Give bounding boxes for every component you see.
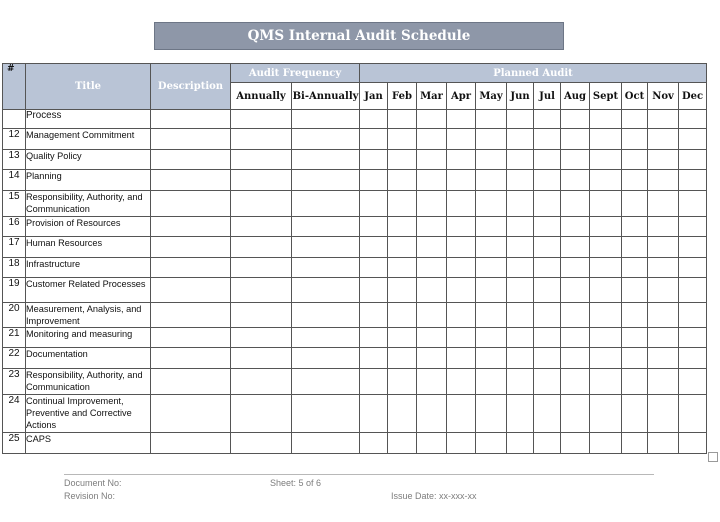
month-cell[interactable] bbox=[476, 191, 507, 217]
month-cell[interactable] bbox=[476, 348, 507, 369]
row-annually-cell[interactable] bbox=[231, 257, 292, 277]
table-row bbox=[3, 191, 707, 217]
month-cell[interactable] bbox=[476, 257, 507, 277]
month-cell[interactable] bbox=[447, 302, 476, 328]
month-cell[interactable] bbox=[534, 348, 561, 369]
month-header: Feb bbox=[388, 83, 417, 110]
month-cell[interactable] bbox=[622, 150, 648, 170]
month-cell[interactable] bbox=[507, 369, 534, 395]
month-cell[interactable] bbox=[360, 394, 388, 432]
month-cell[interactable] bbox=[648, 348, 679, 369]
row-number: 12 bbox=[3, 129, 26, 150]
month-cell[interactable] bbox=[476, 432, 507, 453]
row-bi-annually-cell[interactable] bbox=[292, 129, 360, 150]
month-cell[interactable] bbox=[447, 150, 476, 170]
month-cell[interactable] bbox=[534, 394, 561, 432]
month-header: Apr bbox=[447, 83, 476, 110]
row-annually-cell[interactable] bbox=[231, 277, 292, 302]
month-cell[interactable] bbox=[447, 257, 476, 277]
audit-schedule-table bbox=[2, 63, 707, 454]
month-cell[interactable] bbox=[388, 328, 417, 348]
month-cell[interactable] bbox=[360, 129, 388, 150]
row-bi-annually-cell[interactable] bbox=[292, 277, 360, 302]
month-cell[interactable] bbox=[417, 348, 447, 369]
month-cell[interactable] bbox=[622, 277, 648, 302]
month-cell[interactable] bbox=[507, 328, 534, 348]
month-cell[interactable] bbox=[561, 170, 590, 191]
month-cell[interactable] bbox=[534, 191, 561, 217]
month-cell[interactable] bbox=[360, 257, 388, 277]
month-cell[interactable] bbox=[648, 328, 679, 348]
month-cell[interactable] bbox=[534, 216, 561, 236]
row-bi-annually-cell[interactable] bbox=[292, 170, 360, 191]
resize-handle[interactable] bbox=[708, 452, 718, 462]
month-cell[interactable] bbox=[622, 129, 648, 150]
month-cell[interactable] bbox=[679, 170, 707, 191]
row-bi-annually-cell[interactable] bbox=[292, 150, 360, 170]
process-bi-annually-cell bbox=[292, 110, 360, 129]
month-cell[interactable] bbox=[561, 432, 590, 453]
month-cell[interactable] bbox=[679, 328, 707, 348]
month-cell[interactable] bbox=[622, 328, 648, 348]
row-title: Human Resources bbox=[26, 236, 151, 257]
row-number: 19 bbox=[3, 277, 26, 302]
month-header: May bbox=[476, 83, 507, 110]
month-cell[interactable] bbox=[561, 257, 590, 277]
month-cell[interactable] bbox=[447, 369, 476, 395]
row-description-cell[interactable] bbox=[151, 302, 231, 328]
row-annually-cell[interactable] bbox=[231, 302, 292, 328]
month-cell[interactable] bbox=[507, 348, 534, 369]
month-cell[interactable] bbox=[679, 277, 707, 302]
month-header: Aug bbox=[561, 83, 590, 110]
month-cell[interactable] bbox=[648, 129, 679, 150]
title-header: Title bbox=[26, 64, 151, 110]
month-cell[interactable] bbox=[360, 150, 388, 170]
month-cell[interactable] bbox=[447, 129, 476, 150]
row-bi-annually-cell[interactable] bbox=[292, 348, 360, 369]
month-cell[interactable] bbox=[534, 302, 561, 328]
row-title: Quality Policy bbox=[26, 150, 151, 170]
row-annually-cell[interactable] bbox=[231, 191, 292, 217]
month-cell[interactable] bbox=[417, 328, 447, 348]
month-cell[interactable] bbox=[590, 302, 622, 328]
row-annually-cell[interactable] bbox=[231, 170, 292, 191]
row-description-cell[interactable] bbox=[151, 328, 231, 348]
month-cell[interactable] bbox=[447, 216, 476, 236]
month-header: Mar bbox=[417, 83, 447, 110]
row-number: 16 bbox=[3, 216, 26, 236]
month-cell[interactable] bbox=[417, 257, 447, 277]
month-cell[interactable] bbox=[590, 369, 622, 395]
month-cell[interactable] bbox=[388, 348, 417, 369]
month-cell[interactable] bbox=[648, 236, 679, 257]
month-cell[interactable] bbox=[360, 348, 388, 369]
month-cell[interactable] bbox=[679, 394, 707, 432]
row-number: 22 bbox=[3, 348, 26, 369]
month-cell[interactable] bbox=[447, 191, 476, 217]
month-cell[interactable] bbox=[622, 394, 648, 432]
row-description-cell[interactable] bbox=[151, 191, 231, 217]
table-row bbox=[3, 328, 707, 348]
row-title: Infrastructure bbox=[26, 257, 151, 277]
month-cell[interactable] bbox=[388, 369, 417, 395]
month-cell[interactable] bbox=[679, 432, 707, 453]
month-cell[interactable] bbox=[388, 236, 417, 257]
issue-date-label: Issue Date: xx-xxx-xx bbox=[391, 491, 477, 501]
month-cell[interactable] bbox=[622, 216, 648, 236]
month-cell[interactable] bbox=[622, 432, 648, 453]
row-annually-cell[interactable] bbox=[231, 369, 292, 395]
month-cell[interactable] bbox=[476, 328, 507, 348]
month-cell[interactable] bbox=[590, 216, 622, 236]
month-cell[interactable] bbox=[534, 236, 561, 257]
month-cell[interactable] bbox=[360, 277, 388, 302]
row-description-cell[interactable] bbox=[151, 170, 231, 191]
month-cell[interactable] bbox=[360, 432, 388, 453]
month-cell[interactable] bbox=[590, 348, 622, 369]
month-cell[interactable] bbox=[534, 129, 561, 150]
row-description-cell[interactable] bbox=[151, 432, 231, 453]
row-annually-cell[interactable] bbox=[231, 129, 292, 150]
month-cell[interactable] bbox=[507, 216, 534, 236]
month-cell[interactable] bbox=[447, 394, 476, 432]
table-row bbox=[3, 257, 707, 277]
table-row bbox=[3, 236, 707, 257]
month-cell[interactable] bbox=[476, 129, 507, 150]
row-bi-annually-cell[interactable] bbox=[292, 236, 360, 257]
month-cell[interactable] bbox=[561, 191, 590, 217]
month-cell[interactable] bbox=[360, 369, 388, 395]
revision-number-label: Revision No: bbox=[64, 491, 116, 501]
row-bi-annually-cell[interactable] bbox=[292, 216, 360, 236]
month-cell[interactable] bbox=[507, 257, 534, 277]
month-cell[interactable] bbox=[622, 302, 648, 328]
month-cell[interactable] bbox=[679, 348, 707, 369]
row-number: 20 bbox=[3, 302, 26, 328]
month-cell[interactable] bbox=[507, 394, 534, 432]
month-header: Nov bbox=[648, 83, 679, 110]
month-cell[interactable] bbox=[679, 191, 707, 217]
row-annually-cell[interactable] bbox=[231, 216, 292, 236]
month-cell[interactable] bbox=[360, 236, 388, 257]
month-cell[interactable] bbox=[590, 129, 622, 150]
description-header: Description bbox=[151, 64, 231, 110]
month-cell[interactable] bbox=[561, 348, 590, 369]
month-cell[interactable] bbox=[360, 216, 388, 236]
month-header: Oct bbox=[622, 83, 648, 110]
row-bi-annually-cell[interactable] bbox=[292, 432, 360, 453]
row-title: Management Commitment bbox=[26, 129, 151, 150]
month-cell[interactable] bbox=[447, 236, 476, 257]
month-cell[interactable] bbox=[507, 302, 534, 328]
month-cell[interactable] bbox=[507, 236, 534, 257]
table-row bbox=[3, 369, 707, 395]
month-cell[interactable] bbox=[648, 170, 679, 191]
row-bi-annually-cell[interactable] bbox=[292, 394, 360, 432]
month-cell[interactable] bbox=[476, 170, 507, 191]
bi-annually-header: Bi-Annually bbox=[292, 83, 360, 110]
month-cell[interactable] bbox=[417, 302, 447, 328]
month-cell[interactable] bbox=[590, 170, 622, 191]
month-header: Sept bbox=[590, 83, 622, 110]
month-cell[interactable] bbox=[648, 257, 679, 277]
month-cell[interactable] bbox=[622, 369, 648, 395]
row-description-cell[interactable] bbox=[151, 257, 231, 277]
month-cell[interactable] bbox=[622, 257, 648, 277]
table-row bbox=[3, 302, 707, 328]
row-annually-cell[interactable] bbox=[231, 150, 292, 170]
month-cell[interactable] bbox=[417, 236, 447, 257]
row-number: 25 bbox=[3, 432, 26, 453]
row-title: Monitoring and measuring bbox=[26, 328, 151, 348]
row-bi-annually-cell[interactable] bbox=[292, 191, 360, 217]
month-cell[interactable] bbox=[534, 150, 561, 170]
month-cell[interactable] bbox=[648, 369, 679, 395]
row-number: 24 bbox=[3, 394, 26, 432]
month-cell[interactable] bbox=[476, 394, 507, 432]
month-cell[interactable] bbox=[590, 328, 622, 348]
month-cell[interactable] bbox=[648, 432, 679, 453]
row-title: Provision of Resources bbox=[26, 216, 151, 236]
month-cell[interactable] bbox=[561, 394, 590, 432]
month-cell[interactable] bbox=[679, 302, 707, 328]
table-row bbox=[3, 129, 707, 150]
month-cell[interactable] bbox=[534, 170, 561, 191]
month-cell[interactable] bbox=[360, 328, 388, 348]
month-cell[interactable] bbox=[388, 150, 417, 170]
month-cell[interactable] bbox=[622, 236, 648, 257]
month-cell[interactable] bbox=[388, 170, 417, 191]
row-description-cell[interactable] bbox=[151, 129, 231, 150]
table-row bbox=[3, 216, 707, 236]
month-cell[interactable] bbox=[388, 277, 417, 302]
month-cell[interactable] bbox=[648, 302, 679, 328]
month-cell[interactable] bbox=[561, 150, 590, 170]
sheet-label: Sheet: 5 of 6 bbox=[270, 478, 322, 488]
month-cell[interactable] bbox=[590, 191, 622, 217]
month-cell[interactable] bbox=[622, 348, 648, 369]
month-cell[interactable] bbox=[648, 394, 679, 432]
row-number: 17 bbox=[3, 236, 26, 257]
document-number-label: Document No: bbox=[64, 478, 122, 488]
month-cell[interactable] bbox=[447, 277, 476, 302]
row-bi-annually-cell[interactable] bbox=[292, 328, 360, 348]
document-title: QMS Internal Audit Schedule bbox=[154, 22, 564, 50]
month-cell[interactable] bbox=[417, 129, 447, 150]
month-cell[interactable] bbox=[507, 432, 534, 453]
table-row bbox=[3, 277, 707, 302]
row-annually-cell[interactable] bbox=[231, 394, 292, 432]
footer-divider bbox=[64, 474, 654, 475]
row-title: Customer Related Processes bbox=[26, 277, 151, 302]
month-cell[interactable] bbox=[679, 150, 707, 170]
month-cell[interactable] bbox=[360, 170, 388, 191]
month-cell[interactable] bbox=[476, 302, 507, 328]
month-cell[interactable] bbox=[679, 216, 707, 236]
row-bi-annually-cell[interactable] bbox=[292, 302, 360, 328]
row-annually-cell[interactable] bbox=[231, 328, 292, 348]
row-description-cell[interactable] bbox=[151, 394, 231, 432]
month-cell[interactable] bbox=[590, 257, 622, 277]
row-title: CAPS bbox=[26, 432, 151, 453]
month-cell[interactable] bbox=[507, 129, 534, 150]
table-row bbox=[3, 150, 707, 170]
row-number: 13 bbox=[3, 150, 26, 170]
month-cell[interactable] bbox=[590, 277, 622, 302]
month-cell[interactable] bbox=[447, 170, 476, 191]
row-number: 21 bbox=[3, 328, 26, 348]
row-annually-cell[interactable] bbox=[231, 348, 292, 369]
table-row bbox=[3, 348, 707, 369]
row-description-cell[interactable] bbox=[151, 277, 231, 302]
month-cell[interactable] bbox=[417, 216, 447, 236]
month-header: Dec bbox=[679, 83, 707, 110]
row-title: Measurement, Analysis, and Improvement bbox=[26, 302, 151, 328]
row-number: 23 bbox=[3, 369, 26, 395]
row-description-cell[interactable] bbox=[151, 216, 231, 236]
month-header: Jun bbox=[507, 83, 534, 110]
table-row bbox=[3, 394, 707, 432]
month-cell[interactable] bbox=[388, 129, 417, 150]
month-cell[interactable] bbox=[476, 216, 507, 236]
month-cell[interactable] bbox=[590, 432, 622, 453]
month-cell[interactable] bbox=[417, 432, 447, 453]
month-cell[interactable] bbox=[561, 369, 590, 395]
table-row bbox=[3, 170, 707, 191]
month-cell[interactable] bbox=[447, 348, 476, 369]
month-cell[interactable] bbox=[388, 432, 417, 453]
month-cell[interactable] bbox=[648, 216, 679, 236]
row-number: 14 bbox=[3, 170, 26, 191]
month-cell[interactable] bbox=[360, 302, 388, 328]
month-cell[interactable] bbox=[417, 150, 447, 170]
month-cell[interactable] bbox=[388, 394, 417, 432]
month-cell[interactable] bbox=[534, 257, 561, 277]
number-header: # bbox=[3, 64, 26, 110]
month-cell[interactable] bbox=[679, 369, 707, 395]
audit-frequency-header: Audit Frequency bbox=[231, 64, 360, 83]
row-title: Responsibility, Authority, and Communication bbox=[26, 191, 151, 217]
month-cell[interactable] bbox=[388, 216, 417, 236]
month-cell[interactable] bbox=[622, 170, 648, 191]
row-title: Documentation bbox=[26, 348, 151, 369]
month-cell[interactable] bbox=[417, 191, 447, 217]
month-cell[interactable] bbox=[476, 277, 507, 302]
month-cell[interactable] bbox=[648, 150, 679, 170]
month-cell[interactable] bbox=[561, 129, 590, 150]
month-cell[interactable] bbox=[590, 394, 622, 432]
month-cell[interactable] bbox=[534, 328, 561, 348]
month-cell[interactable] bbox=[679, 257, 707, 277]
month-cell[interactable] bbox=[622, 191, 648, 217]
month-cell[interactable] bbox=[561, 302, 590, 328]
row-description-cell[interactable] bbox=[151, 150, 231, 170]
month-cell[interactable] bbox=[648, 191, 679, 217]
month-cell[interactable] bbox=[534, 277, 561, 302]
month-cell[interactable] bbox=[507, 150, 534, 170]
month-cell[interactable] bbox=[476, 369, 507, 395]
month-cell[interactable] bbox=[417, 277, 447, 302]
month-cell[interactable] bbox=[561, 236, 590, 257]
month-cell[interactable] bbox=[388, 191, 417, 217]
month-cell[interactable] bbox=[561, 216, 590, 236]
month-cell[interactable] bbox=[417, 369, 447, 395]
row-title: Planning bbox=[26, 170, 151, 191]
table-row bbox=[3, 432, 707, 453]
process-annually-cell bbox=[231, 110, 292, 129]
row-number: 18 bbox=[3, 257, 26, 277]
row-description-cell[interactable] bbox=[151, 369, 231, 395]
month-cell[interactable] bbox=[590, 236, 622, 257]
month-cell[interactable] bbox=[507, 277, 534, 302]
process-section-label: Process bbox=[26, 110, 151, 129]
month-cell[interactable] bbox=[590, 150, 622, 170]
month-cell[interactable] bbox=[507, 191, 534, 217]
month-cell[interactable] bbox=[561, 277, 590, 302]
month-cell[interactable] bbox=[507, 170, 534, 191]
row-title: Responsibility, Authority, and Communication bbox=[26, 369, 151, 395]
planned-audit-header: Planned Audit bbox=[360, 64, 707, 83]
month-cell[interactable] bbox=[476, 236, 507, 257]
month-cell[interactable] bbox=[388, 302, 417, 328]
row-bi-annually-cell[interactable] bbox=[292, 257, 360, 277]
month-cell[interactable] bbox=[648, 277, 679, 302]
month-cell[interactable] bbox=[679, 129, 707, 150]
process-number-cell bbox=[3, 110, 26, 129]
row-description-cell[interactable] bbox=[151, 236, 231, 257]
month-cell[interactable] bbox=[679, 236, 707, 257]
month-cell[interactable] bbox=[447, 432, 476, 453]
row-title: Continual Improvement, Preventive and Corrective Actions bbox=[26, 394, 151, 432]
month-cell[interactable] bbox=[534, 432, 561, 453]
row-number: 15 bbox=[3, 191, 26, 217]
row-annually-cell[interactable] bbox=[231, 432, 292, 453]
process-description-cell bbox=[151, 110, 231, 129]
month-cell[interactable] bbox=[360, 191, 388, 217]
month-cell[interactable] bbox=[447, 328, 476, 348]
month-cell[interactable] bbox=[534, 369, 561, 395]
month-header: Jan bbox=[360, 83, 388, 110]
row-annually-cell[interactable] bbox=[231, 236, 292, 257]
month-cell[interactable] bbox=[388, 257, 417, 277]
month-cell[interactable] bbox=[561, 328, 590, 348]
month-cell[interactable] bbox=[417, 170, 447, 191]
month-header: Jul bbox=[534, 83, 561, 110]
annually-header: Annually bbox=[231, 83, 292, 110]
month-cell[interactable] bbox=[417, 394, 447, 432]
month-cell[interactable] bbox=[476, 150, 507, 170]
row-description-cell[interactable] bbox=[151, 348, 231, 369]
row-bi-annually-cell[interactable] bbox=[292, 369, 360, 395]
